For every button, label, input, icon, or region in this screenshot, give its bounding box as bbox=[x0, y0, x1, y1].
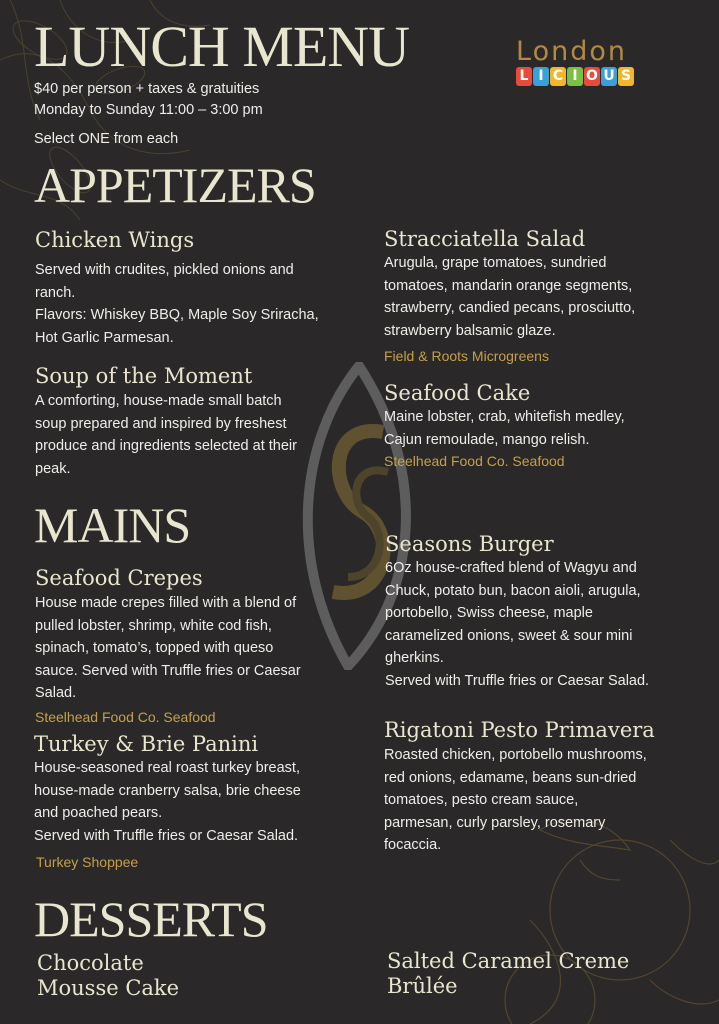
description-line: House made crepes filled with a blend of bbox=[35, 595, 297, 612]
dessert-item bbox=[37, 951, 179, 1001]
description-line: Salad. bbox=[35, 685, 77, 702]
item-description bbox=[384, 406, 704, 451]
description-line: Cajun remoulade, mango relish. bbox=[384, 431, 590, 448]
menu-item bbox=[34, 732, 354, 872]
item-supplier: Steelhead Food Co. Seafood bbox=[384, 453, 565, 470]
description-line: strawberry, candied pecans, prosciutto, bbox=[384, 300, 636, 317]
description-line: Served with crudites, pickled onions and bbox=[35, 262, 294, 279]
description-line: strawberry balsamic glaze. bbox=[384, 322, 556, 339]
dessert-name-line: Salted Caramel Creme bbox=[387, 949, 630, 973]
description-line: tomatoes, mandarin orange segments, bbox=[384, 277, 633, 294]
dessert-name-line: Mousse Cake bbox=[37, 976, 180, 1000]
description-line: soup prepared and inspired by freshest bbox=[35, 415, 287, 432]
item-name: Rigatoni Pesto Primavera bbox=[384, 718, 655, 742]
dessert-name-line: Chocolate bbox=[37, 951, 144, 975]
hours-line: Monday to Sunday 11:00 – 3:00 pm bbox=[34, 102, 263, 118]
item-supplier: Turkey Shoppee bbox=[36, 854, 139, 871]
description-line: house-made cranberry salsa, brie cheese bbox=[34, 782, 301, 799]
description-line: spinach, tomato’s, topped with queso bbox=[35, 640, 274, 657]
item-name: Soup of the Moment bbox=[35, 364, 253, 388]
description-line: parmesan, curly parsley, rosemary bbox=[384, 814, 606, 831]
description-line: focaccia. bbox=[384, 837, 442, 854]
logo-licious-letters bbox=[516, 67, 646, 86]
dessert-item bbox=[387, 949, 629, 999]
menu-item bbox=[35, 228, 355, 349]
item-name: Seasons Burger bbox=[385, 532, 554, 556]
section-title-mains: MAINS bbox=[34, 497, 191, 553]
description-line: peak. bbox=[35, 460, 71, 477]
item-name: Stracciatella Salad bbox=[384, 227, 586, 251]
logo-letter: S bbox=[618, 67, 634, 86]
description-line: pulled lobster, shrimp, white cod fish, bbox=[35, 617, 272, 634]
menu-item bbox=[385, 532, 705, 692]
menu-item bbox=[384, 381, 704, 471]
item-supplier: Steelhead Food Co. Seafood bbox=[35, 708, 216, 725]
description-line: Flavors: Whiskey BBQ, Maple Soy Sriracha, bbox=[35, 307, 319, 324]
logo-letter: C bbox=[550, 67, 566, 86]
description-line: House-seasoned real roast turkey breast, bbox=[34, 760, 300, 777]
description-line: gherkins. bbox=[385, 650, 444, 667]
dessert-name-line: Brûlée bbox=[387, 974, 458, 998]
description-line: red onions, edamame, beans sun-dried bbox=[384, 769, 637, 786]
menu-item bbox=[384, 227, 704, 366]
item-description bbox=[35, 390, 355, 480]
item-description bbox=[34, 757, 354, 847]
description-line: ranch. bbox=[35, 284, 76, 301]
item-name: Chicken Wings bbox=[35, 228, 195, 252]
menu-item bbox=[35, 566, 355, 727]
description-line: Maine lobster, crab, whitefish medley, bbox=[384, 409, 625, 426]
description-line: 6Oz house-crafted blend of Wagyu and bbox=[385, 560, 637, 577]
price-line: $40 per person + taxes & gratuities bbox=[34, 81, 260, 97]
item-supplier: Field & Roots Microgreens bbox=[384, 348, 549, 365]
description-line: produce and ingredients selected at their bbox=[35, 438, 297, 455]
description-line: Served with Truffle fries or Caesar Salad. bbox=[385, 672, 650, 689]
item-name: Seafood Crepes bbox=[35, 566, 203, 590]
description-line: tomatoes, pesto cream sauce, bbox=[384, 792, 579, 809]
logo-letter: I bbox=[567, 67, 583, 86]
section-title-desserts: DESSERTS bbox=[34, 891, 268, 947]
description-line: Served with Truffle fries or Caesar Salad. bbox=[34, 827, 299, 844]
logo-letter: U bbox=[601, 67, 617, 86]
logo-letter: I bbox=[533, 67, 549, 86]
item-description bbox=[35, 259, 355, 349]
description-line: portobello, Swiss cheese, maple bbox=[385, 605, 593, 622]
description-line: A comforting, house-made small batch bbox=[35, 393, 282, 410]
logo-london-text: London bbox=[516, 36, 627, 67]
item-description bbox=[384, 252, 704, 342]
description-line: sauce. Served with Truffle fries or Caesar bbox=[35, 662, 301, 679]
londonlicious-logo bbox=[516, 36, 646, 86]
page-title: LUNCH MENU bbox=[34, 14, 410, 79]
item-description bbox=[35, 592, 355, 705]
item-name: Seafood Cake bbox=[384, 381, 531, 405]
description-line: Hot Garlic Parmesan. bbox=[35, 329, 174, 346]
description-line: Arugula, grape tomatoes, sundried bbox=[384, 255, 607, 272]
item-description bbox=[384, 744, 704, 857]
description-line: Roasted chicken, portobello mushrooms, bbox=[384, 747, 647, 764]
item-description bbox=[385, 557, 705, 692]
instruction-line: Select ONE from each bbox=[34, 131, 179, 147]
logo-letter: O bbox=[584, 67, 600, 86]
section-title-appetizers: APPETIZERS bbox=[34, 157, 316, 213]
menu-item bbox=[384, 718, 704, 857]
description-line: caramelized onions, sweet & sour mini bbox=[385, 627, 633, 644]
logo-letter: L bbox=[516, 67, 532, 86]
description-line: Chuck, potato bun, bacon aioli, arugula, bbox=[385, 582, 641, 599]
item-name: Turkey & Brie Panini bbox=[34, 732, 259, 756]
menu-item bbox=[35, 364, 355, 480]
description-line: and poached pears. bbox=[34, 805, 163, 822]
